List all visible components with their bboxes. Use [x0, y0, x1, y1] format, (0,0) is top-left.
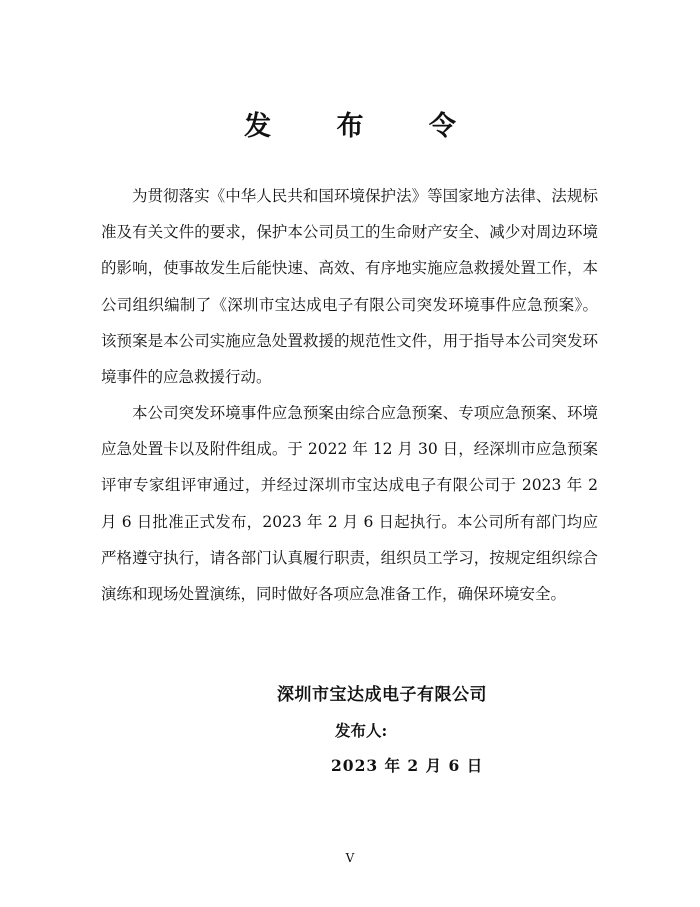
issuer-label: 发布人: [335, 721, 388, 740]
body-paragraph-1: 为贯彻落实《中华人民共和国环境保护法》等国家地方法律、法规标准及有关文件的要求，保护本公司员工的生命财产安全、减少对周边环境的影响，使事故发生后能快速、高效、有序地实施应急救援处置工作，本公司组织编制了《深圳市宝达成电子有限公司突发环境事件应急预案》。该预案是本公司实施应急处置救援的规范性文件，用于指导本公司突发环境事件的应急救援行动。 [101, 187, 598, 387]
body-paragraph-2: 本公司突发环境事件应急预案由综合应急预案、专项应急预案、环境应急处置卡以及附件组成。于 2022 年 12 月 30 日，经深圳市应急预案评审专家组评审通过，并经过深圳市宝达成电子有限公司于 2023 年 2 月 6 日批准正式发布，2023 年 2 月 6 日起执行。本公司所有部门均应严格遵守执行，请各部门认真履行职责，组织员工学习，按规定组织综合演练和现场处置演练，同时做好各项应急准备工作，确保环境安全。 [101, 404, 598, 604]
company-name: 深圳市宝达成电子有限公司 [277, 685, 487, 705]
issue-date: 2023 年 2 月 6 日 [331, 756, 484, 775]
page-title: 发 布 令 [244, 111, 484, 142]
page-number: V [345, 851, 355, 865]
